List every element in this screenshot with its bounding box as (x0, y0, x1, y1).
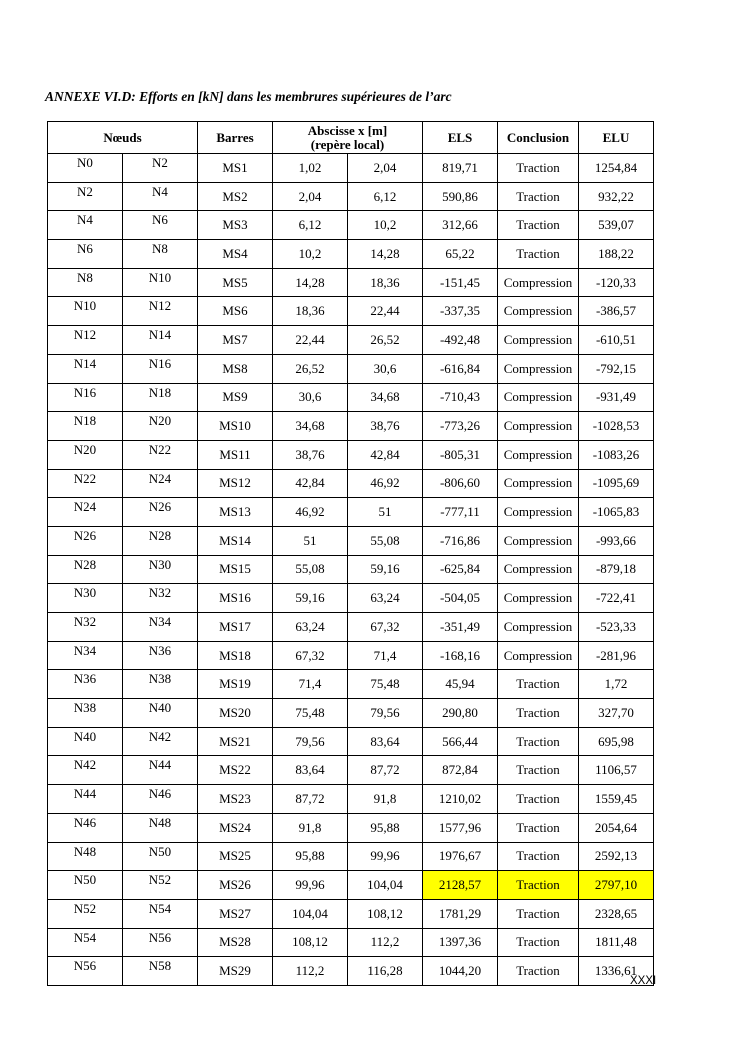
elu-value-cell: 695,98 (579, 727, 654, 756)
elu-value-cell: 1,72 (579, 670, 654, 699)
bar-id-cell: MS13 (198, 498, 273, 527)
abscissa-start-cell: 34,68 (273, 412, 348, 441)
node-end-cell: N28 (123, 526, 198, 555)
node-start-cell: N36 (48, 670, 123, 699)
node-end-cell: N6 (123, 211, 198, 240)
abscissa-start-cell: 1,02 (273, 154, 348, 183)
node-end-cell: N12 (123, 297, 198, 326)
bar-id-cell: MS21 (198, 727, 273, 756)
table-row (48, 154, 654, 183)
els-value-cell: -773,26 (423, 412, 498, 441)
node-start-cell: N42 (48, 756, 123, 785)
abscissa-end-cell: 6,12 (348, 182, 423, 211)
elu-value-cell: -1065,83 (579, 498, 654, 527)
node-end-cell: N24 (123, 469, 198, 498)
bar-id-cell: MS25 (198, 842, 273, 871)
table-row (48, 584, 654, 613)
node-start-cell: N56 (48, 957, 123, 986)
node-start-cell: N50 (48, 871, 123, 900)
node-end-cell: N52 (123, 871, 198, 900)
els-value-cell: -805,31 (423, 440, 498, 469)
abscissa-start-cell: 26,52 (273, 354, 348, 383)
bar-id-cell: MS16 (198, 584, 273, 613)
node-start-cell: N46 (48, 813, 123, 842)
els-value-cell: 290,80 (423, 699, 498, 728)
node-start-cell: N34 (48, 641, 123, 670)
abscissa-end-cell: 116,28 (348, 957, 423, 986)
node-start-cell: N18 (48, 412, 123, 441)
abscissa-start-cell: 38,76 (273, 440, 348, 469)
node-start-cell: N10 (48, 297, 123, 326)
conclusion-cell: Traction (498, 727, 579, 756)
table-row (48, 928, 654, 957)
abscissa-end-cell: 38,76 (348, 412, 423, 441)
abscissa-start-cell: 67,32 (273, 641, 348, 670)
bar-id-cell: MS15 (198, 555, 273, 584)
table-row (48, 526, 654, 555)
table-row (48, 211, 654, 240)
node-start-cell: N6 (48, 240, 123, 269)
els-value-cell: 819,71 (423, 154, 498, 183)
els-value-cell: 872,84 (423, 756, 498, 785)
table-body (48, 154, 657, 987)
els-value-cell: -351,49 (423, 613, 498, 642)
header-els: ELS (423, 122, 498, 154)
conclusion-cell: Compression (498, 268, 579, 297)
abscissa-end-cell: 75,48 (348, 670, 423, 699)
elu-value-cell: 539,07 (579, 211, 654, 240)
conclusion-cell: Traction (498, 785, 579, 814)
abscissa-end-cell: 34,68 (348, 383, 423, 412)
abscissa-start-cell: 18,36 (273, 297, 348, 326)
node-end-cell: N56 (123, 928, 198, 957)
bar-id-cell: MS1 (198, 154, 273, 183)
efforts-table (47, 121, 657, 987)
table-header-row (48, 122, 654, 154)
abscissa-end-cell: 108,12 (348, 899, 423, 928)
table-row (48, 727, 654, 756)
elu-value-cell: 1336,61 (579, 957, 654, 986)
conclusion-cell: Traction (498, 899, 579, 928)
els-value-cell: -625,84 (423, 555, 498, 584)
abscissa-start-cell: 79,56 (273, 727, 348, 756)
node-start-cell: N14 (48, 354, 123, 383)
bar-id-cell: MS10 (198, 412, 273, 441)
els-value-cell: -168,16 (423, 641, 498, 670)
conclusion-cell: Traction (498, 813, 579, 842)
table-row (48, 641, 654, 670)
conclusion-cell: Compression (498, 584, 579, 613)
els-value-cell: -504,05 (423, 584, 498, 613)
elu-value-cell: -523,33 (579, 613, 654, 642)
table-row (48, 383, 654, 412)
node-start-cell: N38 (48, 699, 123, 728)
els-value-cell: -716,86 (423, 526, 498, 555)
elu-value-cell: -722,41 (579, 584, 654, 613)
abscissa-end-cell: 95,88 (348, 813, 423, 842)
elu-value-cell: 188,22 (579, 240, 654, 269)
table-row (48, 555, 654, 584)
abscissa-end-cell: 26,52 (348, 326, 423, 355)
node-start-cell: N8 (48, 268, 123, 297)
node-end-cell: N26 (123, 498, 198, 527)
header-elu: ELU (579, 122, 654, 154)
abscissa-end-cell: 71,4 (348, 641, 423, 670)
abscissa-start-cell: 95,88 (273, 842, 348, 871)
elu-value-cell: 2054,64 (579, 813, 654, 842)
header-abscissa (273, 122, 423, 154)
elu-value-cell: 2797,10 (579, 871, 654, 900)
table-row (48, 440, 654, 469)
node-end-cell: N8 (123, 240, 198, 269)
abscissa-start-cell: 59,16 (273, 584, 348, 613)
els-value-cell: 1781,29 (423, 899, 498, 928)
conclusion-cell: Traction (498, 154, 579, 183)
els-value-cell: 2128,57 (423, 871, 498, 900)
elu-value-cell: 1559,45 (579, 785, 654, 814)
table-row (48, 670, 654, 699)
abscissa-start-cell: 104,04 (273, 899, 348, 928)
bar-id-cell: MS3 (198, 211, 273, 240)
abscissa-end-cell: 104,04 (348, 871, 423, 900)
table-row (48, 498, 654, 527)
table-row (48, 699, 654, 728)
bar-id-cell: MS29 (198, 957, 273, 986)
bar-id-cell: MS8 (198, 354, 273, 383)
abscissa-start-cell: 75,48 (273, 699, 348, 728)
abscissa-end-cell: 10,2 (348, 211, 423, 240)
conclusion-cell: Traction (498, 756, 579, 785)
elu-value-cell: -993,66 (579, 526, 654, 555)
node-start-cell: N20 (48, 440, 123, 469)
els-value-cell: 1577,96 (423, 813, 498, 842)
page-title: ANNEXE VI.D: Efforts en [kN] dans les membrures supérieures de l’arc (45, 89, 452, 104)
abscissa-start-cell: 91,8 (273, 813, 348, 842)
els-value-cell: 566,44 (423, 727, 498, 756)
table-row (48, 613, 654, 642)
elu-value-cell: -1028,53 (579, 412, 654, 441)
table-row (48, 813, 654, 842)
bar-id-cell: MS11 (198, 440, 273, 469)
bar-id-cell: MS5 (198, 268, 273, 297)
els-value-cell: 1397,36 (423, 928, 498, 957)
header-conclusion: Conclusion (498, 122, 579, 154)
conclusion-cell: Compression (498, 297, 579, 326)
abscissa-start-cell: 14,28 (273, 268, 348, 297)
node-end-cell: N46 (123, 785, 198, 814)
node-end-cell: N48 (123, 813, 198, 842)
elu-value-cell: -386,57 (579, 297, 654, 326)
abscissa-end-cell: 83,64 (348, 727, 423, 756)
table-row (48, 268, 654, 297)
bar-id-cell: MS9 (198, 383, 273, 412)
header-abscissa-line2: (repère local) (310, 136, 385, 152)
conclusion-cell: Compression (498, 498, 579, 527)
els-value-cell: -777,11 (423, 498, 498, 527)
els-value-cell: -151,45 (423, 268, 498, 297)
conclusion-cell: Traction (498, 842, 579, 871)
node-end-cell: N34 (123, 613, 198, 642)
els-value-cell: 1044,20 (423, 957, 498, 986)
conclusion-cell: Traction (498, 699, 579, 728)
abscissa-end-cell: 14,28 (348, 240, 423, 269)
node-start-cell: N52 (48, 899, 123, 928)
header-abscissa-line1: Abscisse x [m] (307, 122, 388, 138)
table-row (48, 297, 654, 326)
table-row (48, 182, 654, 211)
elu-value-cell: -120,33 (579, 268, 654, 297)
elu-value-cell: 2328,65 (579, 899, 654, 928)
abscissa-end-cell: 99,96 (348, 842, 423, 871)
elu-value-cell: 932,22 (579, 182, 654, 211)
els-value-cell: -806,60 (423, 469, 498, 498)
elu-value-cell: 327,70 (579, 699, 654, 728)
conclusion-cell: Traction (498, 670, 579, 699)
bar-id-cell: MS28 (198, 928, 273, 957)
elu-value-cell: 1254,84 (579, 154, 654, 183)
node-start-cell: N30 (48, 584, 123, 613)
table-row (48, 957, 654, 986)
node-start-cell: N2 (48, 182, 123, 211)
elu-value-cell: 2592,13 (579, 842, 654, 871)
node-end-cell: N20 (123, 412, 198, 441)
bar-id-cell: MS18 (198, 641, 273, 670)
table-row (48, 785, 654, 814)
header-nodes: Nœuds (48, 122, 198, 154)
conclusion-cell: Compression (498, 469, 579, 498)
abscissa-start-cell: 112,2 (273, 957, 348, 986)
abscissa-start-cell: 83,64 (273, 756, 348, 785)
bar-id-cell: MS20 (198, 699, 273, 728)
bar-id-cell: MS2 (198, 182, 273, 211)
bar-id-cell: MS19 (198, 670, 273, 699)
node-end-cell: N42 (123, 727, 198, 756)
conclusion-cell: Compression (498, 440, 579, 469)
conclusion-cell: Traction (498, 957, 579, 986)
abscissa-start-cell: 42,84 (273, 469, 348, 498)
node-end-cell: N44 (123, 756, 198, 785)
elu-value-cell: -281,96 (579, 641, 654, 670)
node-end-cell: N32 (123, 584, 198, 613)
table-row (48, 899, 654, 928)
bar-id-cell: MS22 (198, 756, 273, 785)
conclusion-cell: Compression (498, 354, 579, 383)
table-row (48, 756, 654, 785)
abscissa-start-cell: 51 (273, 526, 348, 555)
bar-id-cell: MS17 (198, 613, 273, 642)
node-end-cell: N58 (123, 957, 198, 986)
conclusion-cell: Traction (498, 240, 579, 269)
node-start-cell: N48 (48, 842, 123, 871)
abscissa-end-cell: 51 (348, 498, 423, 527)
table-row (48, 842, 654, 871)
els-value-cell: 65,22 (423, 240, 498, 269)
node-start-cell: N26 (48, 526, 123, 555)
conclusion-cell: Compression (498, 641, 579, 670)
els-value-cell: 1210,02 (423, 785, 498, 814)
abscissa-end-cell: 2,04 (348, 154, 423, 183)
header-bars: Barres (198, 122, 273, 154)
elu-value-cell: -879,18 (579, 555, 654, 584)
els-value-cell: -616,84 (423, 354, 498, 383)
node-end-cell: N40 (123, 699, 198, 728)
els-value-cell: 590,86 (423, 182, 498, 211)
node-end-cell: N36 (123, 641, 198, 670)
abscissa-end-cell: 18,36 (348, 268, 423, 297)
abscissa-start-cell: 55,08 (273, 555, 348, 584)
conclusion-cell: Compression (498, 383, 579, 412)
abscissa-start-cell: 22,44 (273, 326, 348, 355)
bar-id-cell: MS14 (198, 526, 273, 555)
node-start-cell: N32 (48, 613, 123, 642)
conclusion-cell: Compression (498, 555, 579, 584)
abscissa-end-cell: 87,72 (348, 756, 423, 785)
bar-id-cell: MS4 (198, 240, 273, 269)
node-start-cell: N24 (48, 498, 123, 527)
bar-id-cell: MS26 (198, 871, 273, 900)
table-row (48, 240, 654, 269)
node-start-cell: N28 (48, 555, 123, 584)
table-row (48, 871, 654, 900)
conclusion-cell: Compression (498, 526, 579, 555)
elu-value-cell: 1811,48 (579, 928, 654, 957)
abscissa-end-cell: 42,84 (348, 440, 423, 469)
conclusion-cell: Compression (498, 613, 579, 642)
abscissa-end-cell: 112,2 (348, 928, 423, 957)
node-end-cell: N16 (123, 354, 198, 383)
els-value-cell: 1976,67 (423, 842, 498, 871)
node-end-cell: N50 (123, 842, 198, 871)
abscissa-start-cell: 87,72 (273, 785, 348, 814)
abscissa-start-cell: 6,12 (273, 211, 348, 240)
node-end-cell: N18 (123, 383, 198, 412)
els-value-cell: 45,94 (423, 670, 498, 699)
abscissa-end-cell: 67,32 (348, 613, 423, 642)
abscissa-start-cell: 10,2 (273, 240, 348, 269)
abscissa-start-cell: 108,12 (273, 928, 348, 957)
bar-id-cell: MS12 (198, 469, 273, 498)
elu-value-cell: -931,49 (579, 383, 654, 412)
abscissa-start-cell: 99,96 (273, 871, 348, 900)
abscissa-end-cell: 46,92 (348, 469, 423, 498)
bar-id-cell: MS6 (198, 297, 273, 326)
elu-value-cell: -610,51 (579, 326, 654, 355)
table-row (48, 469, 654, 498)
abscissa-start-cell: 71,4 (273, 670, 348, 699)
abscissa-end-cell: 55,08 (348, 526, 423, 555)
conclusion-cell: Traction (498, 211, 579, 240)
bar-id-cell: MS27 (198, 899, 273, 928)
els-value-cell: -337,35 (423, 297, 498, 326)
conclusion-cell: Traction (498, 871, 579, 900)
node-end-cell: N2 (123, 154, 198, 183)
table-row (48, 354, 654, 383)
conclusion-cell: Traction (498, 182, 579, 211)
node-start-cell: N22 (48, 469, 123, 498)
abscissa-start-cell: 2,04 (273, 182, 348, 211)
node-end-cell: N4 (123, 182, 198, 211)
node-start-cell: N4 (48, 211, 123, 240)
elu-value-cell: -792,15 (579, 354, 654, 383)
node-end-cell: N54 (123, 899, 198, 928)
abscissa-start-cell: 30,6 (273, 383, 348, 412)
conclusion-cell: Traction (498, 928, 579, 957)
node-start-cell: N12 (48, 326, 123, 355)
page-number: XXXI (630, 975, 657, 987)
abscissa-start-cell: 63,24 (273, 613, 348, 642)
node-end-cell: N10 (123, 268, 198, 297)
abscissa-end-cell: 22,44 (348, 297, 423, 326)
abscissa-start-cell: 46,92 (273, 498, 348, 527)
elu-value-cell: -1095,69 (579, 469, 654, 498)
bar-id-cell: MS24 (198, 813, 273, 842)
conclusion-cell: Compression (498, 412, 579, 441)
elu-value-cell: -1083,26 (579, 440, 654, 469)
node-end-cell: N38 (123, 670, 198, 699)
node-start-cell: N54 (48, 928, 123, 957)
abscissa-end-cell: 30,6 (348, 354, 423, 383)
bar-id-cell: MS23 (198, 785, 273, 814)
node-end-cell: N30 (123, 555, 198, 584)
node-start-cell: N0 (48, 154, 123, 183)
elu-value-cell: 1106,57 (579, 756, 654, 785)
table-row (48, 412, 654, 441)
abscissa-end-cell: 79,56 (348, 699, 423, 728)
els-value-cell: 312,66 (423, 211, 498, 240)
table-row (48, 326, 654, 355)
abscissa-end-cell: 91,8 (348, 785, 423, 814)
bar-id-cell: MS7 (198, 326, 273, 355)
node-end-cell: N14 (123, 326, 198, 355)
els-value-cell: -492,48 (423, 326, 498, 355)
els-value-cell: -710,43 (423, 383, 498, 412)
node-start-cell: N16 (48, 383, 123, 412)
node-start-cell: N44 (48, 785, 123, 814)
abscissa-end-cell: 63,24 (348, 584, 423, 613)
node-start-cell: N40 (48, 727, 123, 756)
node-end-cell: N22 (123, 440, 198, 469)
abscissa-end-cell: 59,16 (348, 555, 423, 584)
conclusion-cell: Compression (498, 326, 579, 355)
